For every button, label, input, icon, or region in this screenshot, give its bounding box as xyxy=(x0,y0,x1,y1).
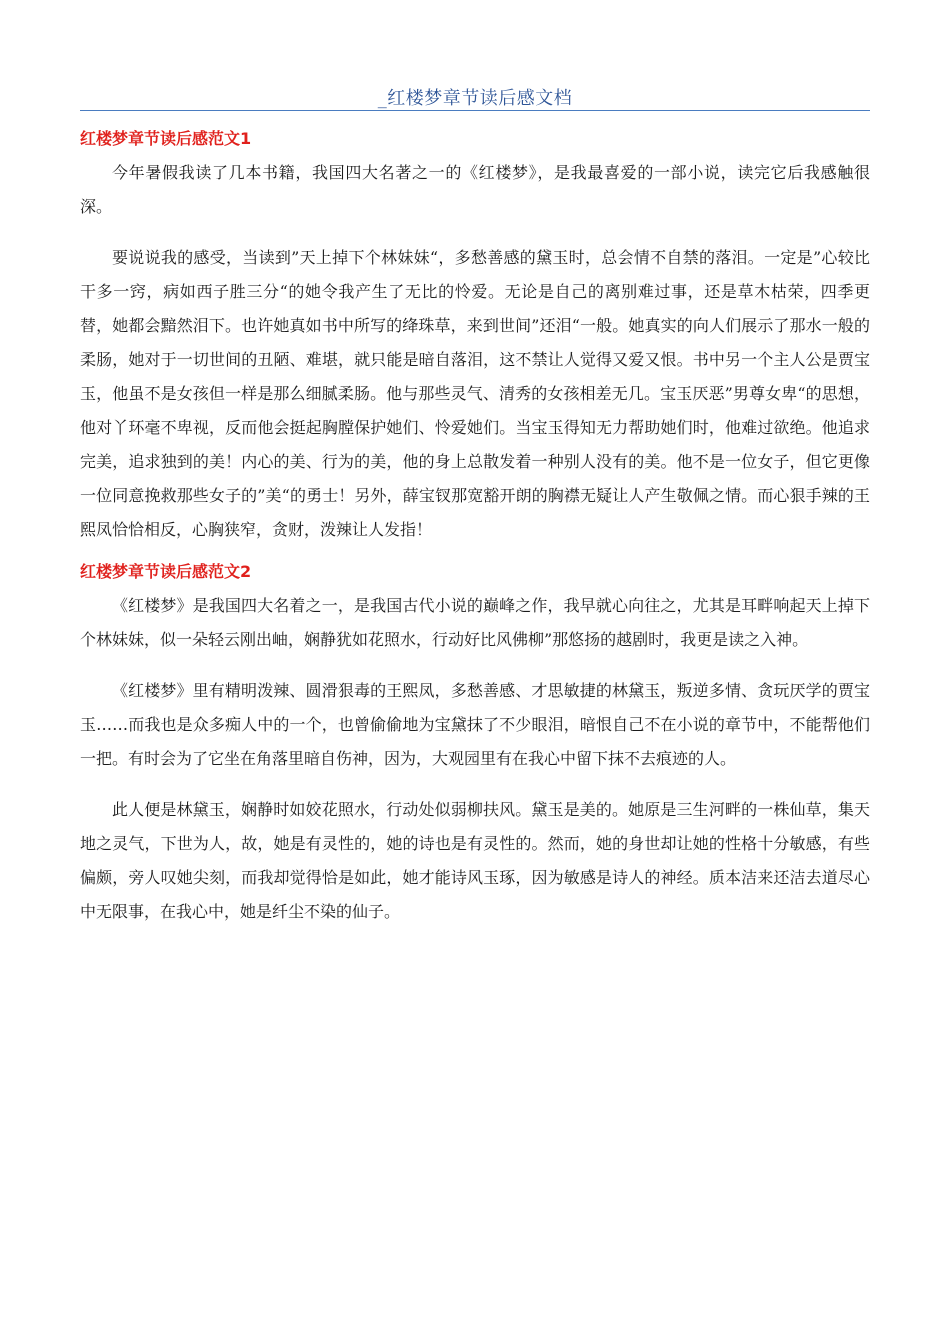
paragraph: 今年暑假我读了几本书籍，我国四大名著之一的《红楼梦》，是我最喜爱的一部小说，读完它后我感触很深。 xyxy=(80,163,870,216)
paragraph: 《红楼梦》里有精明泼辣、圆滑狠毒的王熙凤，多愁善感、才思敏捷的林黛玉，叛逆多情、贪玩厌学的贾宝玉……而我也是众多痴人中的一个，也曾偷偷地为宝黛抹了不少眼泪，暗恨自己不在小说的章节中，不能帮他们一把。有时会为了它坐在角落里暗自伤神，因为，大观园里有在我心中留下抹不去痕迹的人。 xyxy=(80,681,870,768)
header-divider xyxy=(80,110,870,111)
section-2 xyxy=(80,559,870,929)
section-heading: 红楼梦章节读后感范文1 xyxy=(80,129,252,148)
paragraph: 要说说我的感受，当读到”天上掉下个林妹妹“，多愁善感的黛玉时，总会情不自禁的落泪。一定是”心较比干多一窍，病如西子胜三分“的她令我产生了无比的怜爱。无论是自己的离别难过事，还是草木枯荣，四季更替，她都会黯然泪下。也许她真如书中所写的绛珠草，来到世间”还泪“一般。她真实的向人们展示了那水一般的柔肠，她对于一切世间的丑陋、难堪，就只能是暗自落泪，这不禁让人觉得又爱又恨。书中另一个主人公是贾宝玉，他虽不是女孩但一样是那么细腻柔肠。他与那些灵气、清秀的女孩相差无几。宝玉厌恶”男尊女卑“的思想，他对丫环毫不卑视，反而他会挺起胸膛保护她们、怜爱她们。当宝玉得知无力帮助她们时，他难过欲绝。他追求完美，追求独到的美！内心的美、行为的美，他的身上总散发着一种别人没有的美。他不是一位女子，但它更像一位同意挽救那些女子的”美“的勇士！另外，薛宝钗那宽豁开朗的胸襟无疑让人产生敬佩之情。而心狠手辣的王熙凤恰恰相反，心胸狭窄，贪财，泼辣让人发指！ xyxy=(80,248,870,539)
document-body xyxy=(80,126,870,929)
page-header xyxy=(80,84,870,110)
paragraph: 《红楼梦》是我国四大名着之一，是我国古代小说的巅峰之作，我早就心向往之，尤其是耳畔响起天上掉下个林妹妹，似一朵轻云刚出岫，娴静犹如花照水，行动好比风佛柳”那悠扬的越剧时，我更是读之入神。 xyxy=(80,596,870,649)
header-title: _红楼梦章节读后感文档 xyxy=(377,88,573,109)
section-heading: 红楼梦章节读后感范文2 xyxy=(80,562,252,581)
section-1 xyxy=(80,126,870,547)
paragraph: 此人便是林黛玉，娴静时如姣花照水，行动处似弱柳扶风。黛玉是美的。她原是三生河畔的一株仙草，集天地之灵气，下世为人，故，她是有灵性的，她的诗也是有灵性的。然而，她的身世却让她的性格十分敏感，有些偏颇，旁人叹她尖刻，而我却觉得恰是如此，她才能诗风玉琢，因为敏感是诗人的神经。质本洁来还洁去道尽心中无限事，在我心中，她是纤尘不染的仙子。 xyxy=(80,800,870,921)
